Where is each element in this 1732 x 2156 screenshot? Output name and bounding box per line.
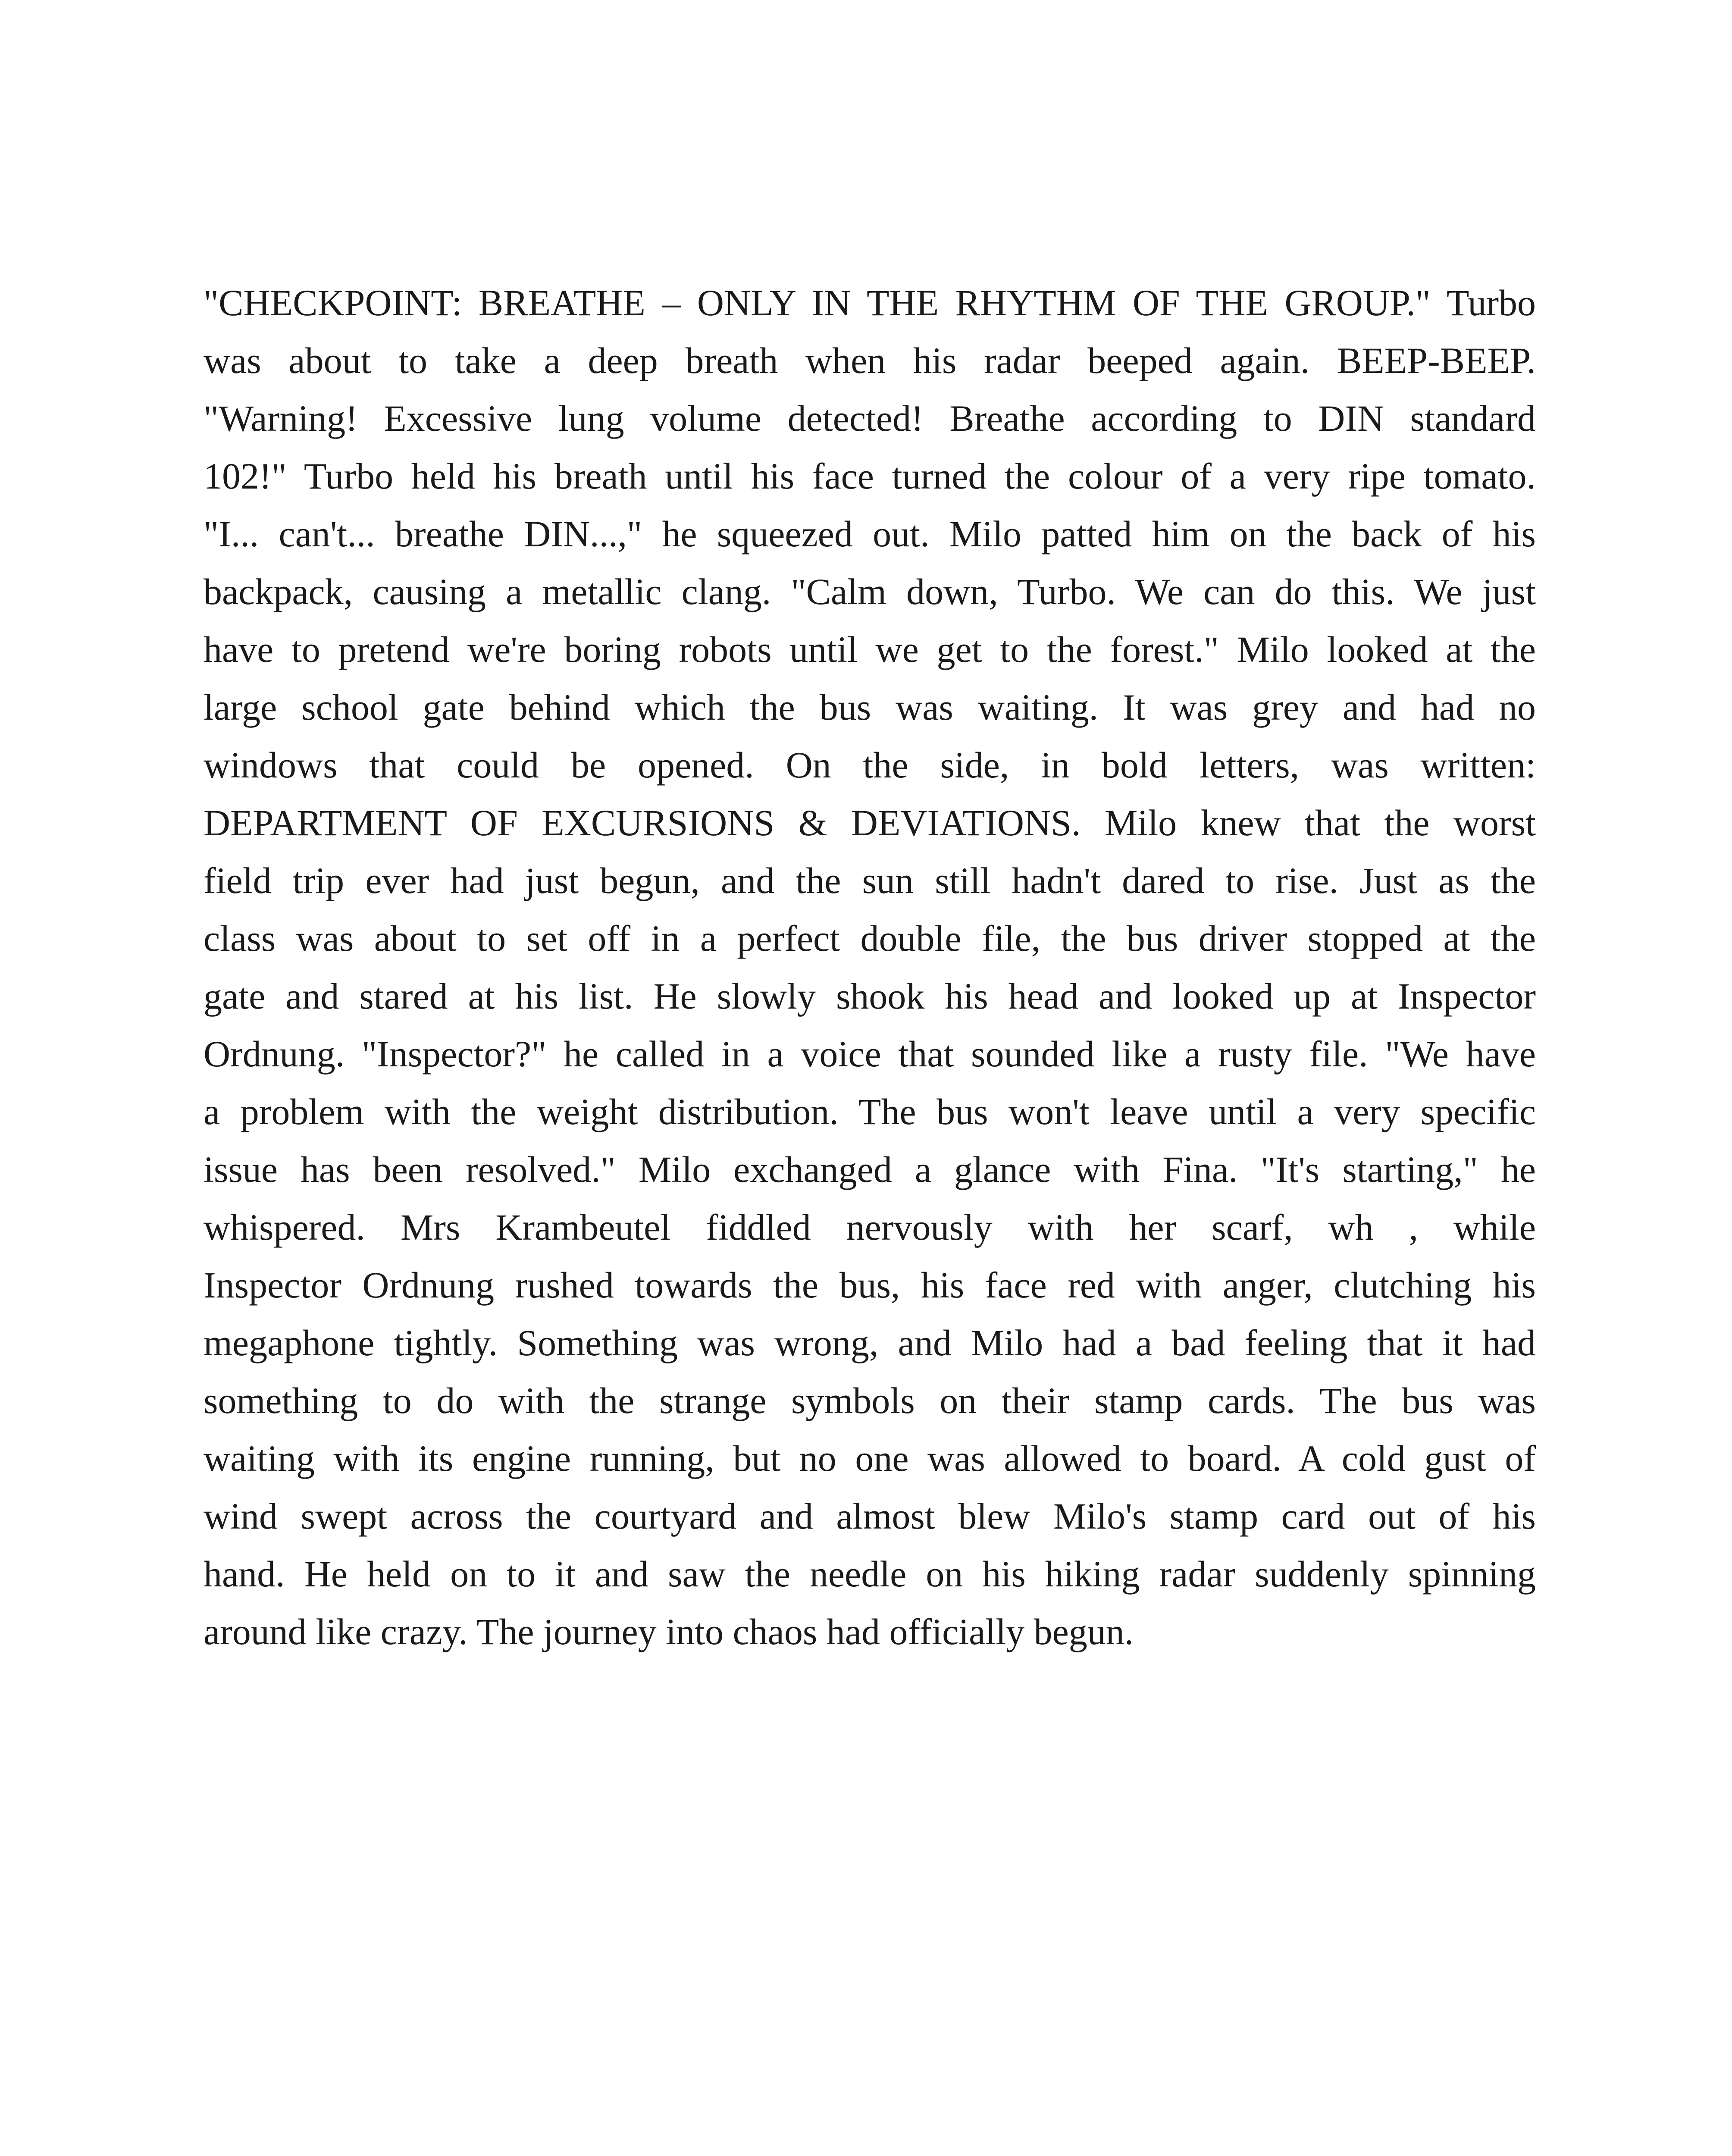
text-line-7: have to pretend we're boring robots until we get to the forest." Milo looked at the — [204, 629, 1536, 670]
text-line-12: class was about to set off in a perfect double file, the bus driver stopped at the — [204, 918, 1536, 959]
text-line-5: "I... can't... breathe DIN...," he squeezed out. Milo patted him on the back of his — [204, 513, 1536, 555]
text-line-10: DEPARTMENT OF EXCURSIONS & DEVIATIONS. Milo knew that the worst — [204, 802, 1536, 843]
text-line-22: wind swept across the courtyard and almost blew Milo's stamp card out of his — [204, 1495, 1536, 1537]
body-paragraph — [204, 274, 1536, 1661]
text-line-11: field trip ever had just begun, and the sun still hadn't dared to rise. Just as the — [204, 860, 1536, 901]
text-line-8: large school gate behind which the bus was waiting. It was grey and had no — [204, 686, 1536, 728]
text-line-6: backpack, causing a metallic clang. "Calm down, Turbo. We can do this. We just — [204, 571, 1536, 612]
text-line-18: Inspector Ordnung rushed towards the bus, his face red with anger, clutching his — [204, 1264, 1536, 1306]
text-line-20: something to do with the strange symbols on their stamp cards. The bus was — [204, 1380, 1536, 1421]
text-line-3: "Warning! Excessive lung volume detected! Breathe according to DIN standard — [204, 398, 1536, 439]
text-line-17: whispered. Mrs Krambeutel fiddled nervously with her scarf, wh , while — [204, 1206, 1536, 1248]
text-line-14: Ordnung. "Inspector?" he called in a voice that sounded like a rusty file. "We have — [204, 1033, 1536, 1075]
text-line-4: 102!" Turbo held his breath until his face turned the colour of a very ripe tomato. — [204, 455, 1536, 497]
text-line-2: was about to take a deep breath when his radar beeped again. BEEP-BEEP. — [204, 340, 1536, 381]
text-line-23: hand. He held on to it and saw the needle on his hiking radar suddenly spinning — [204, 1553, 1536, 1595]
text-line-16: issue has been resolved." Milo exchanged a glance with Fina. "It's starting," he — [204, 1149, 1536, 1190]
text-line-15: a problem with the weight distribution. The bus won't leave until a very specific — [204, 1091, 1536, 1132]
text-line-9: windows that could be opened. On the side, in bold letters, was written: — [204, 744, 1536, 786]
text-line-24: around like crazy. The journey into chaos had officially begun. — [204, 1611, 1134, 1652]
text-line-1: "CHECKPOINT: BREATHE – ONLY IN THE RHYTHM OF THE GROUP." Turbo — [204, 282, 1536, 323]
text-line-13: gate and stared at his list. He slowly shook his head and looked up at Inspector — [204, 975, 1536, 1017]
text-line-21: waiting with its engine running, but no one was allowed to board. A cold gust of — [204, 1438, 1536, 1479]
text-line-19: megaphone tightly. Something was wrong, and Milo had a bad feeling that it had — [204, 1322, 1536, 1363]
